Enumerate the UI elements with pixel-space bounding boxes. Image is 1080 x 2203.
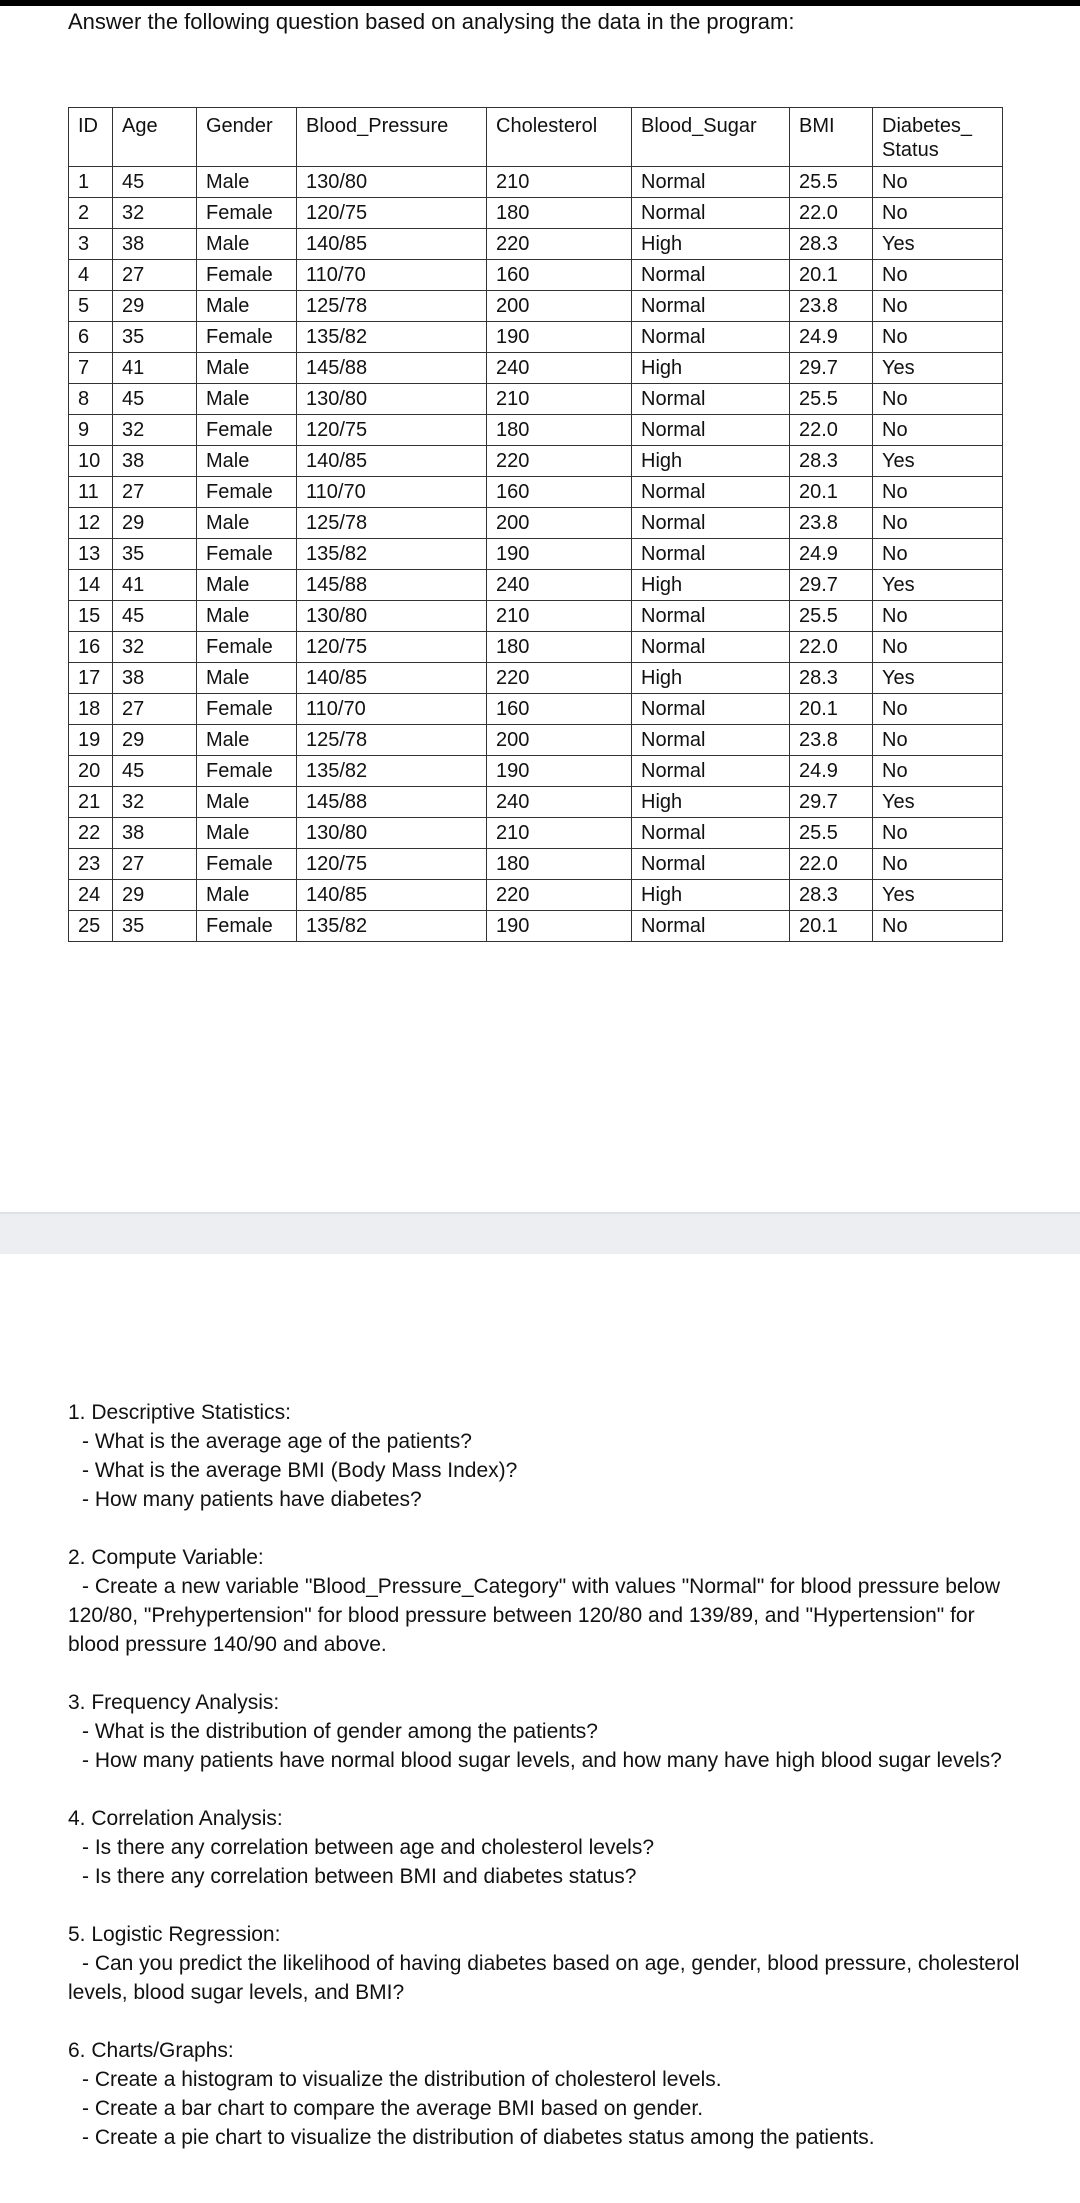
cell-age: 29	[113, 508, 197, 539]
question-item: - What is the average BMI (Body Mass Index)?	[82, 1459, 518, 1482]
cell-age: 35	[113, 539, 197, 570]
cell-blood-pressure: 120/75	[297, 849, 487, 880]
cell-cholesterol: 220	[487, 663, 632, 694]
question-item: - How many patients have diabetes?	[82, 1488, 422, 1511]
cell-gender: Male	[197, 229, 297, 260]
cell-blood-pressure: 110/70	[297, 260, 487, 291]
table-row	[69, 446, 1003, 477]
cell-age: 27	[113, 849, 197, 880]
cell-blood-pressure: 135/82	[297, 756, 487, 787]
cell-gender: Male	[197, 508, 297, 539]
data-table-container	[68, 107, 1003, 942]
cell-gender: Female	[197, 260, 297, 291]
cell-cholesterol: 200	[487, 508, 632, 539]
cell-id: 13	[69, 539, 113, 570]
cell-age: 29	[113, 725, 197, 756]
cell-cholesterol: 240	[487, 353, 632, 384]
cell-cholesterol: 210	[487, 601, 632, 632]
table-row	[69, 849, 1003, 880]
cell-bmi: 28.3	[790, 229, 873, 260]
cell-id: 6	[69, 322, 113, 353]
cell-age: 27	[113, 694, 197, 725]
cell-diabetes-status: No	[873, 508, 1003, 539]
cell-diabetes-status: Yes	[873, 353, 1003, 384]
cell-bmi: 22.0	[790, 415, 873, 446]
cell-id: 12	[69, 508, 113, 539]
cell-cholesterol: 180	[487, 632, 632, 663]
cell-diabetes-status: No	[873, 601, 1003, 632]
cell-id: 3	[69, 229, 113, 260]
cell-gender: Male	[197, 601, 297, 632]
cell-age: 45	[113, 384, 197, 415]
cell-bmi: 23.8	[790, 291, 873, 322]
cell-blood-pressure: 140/85	[297, 663, 487, 694]
cell-id: 4	[69, 260, 113, 291]
question-item: - How many patients have normal blood sugar levels, and how many have high blood sugar levels?	[82, 1749, 1002, 1772]
cell-diabetes-status: No	[873, 849, 1003, 880]
question-block	[68, 1920, 1028, 2007]
cell-bmi: 24.9	[790, 539, 873, 570]
cell-blood-pressure: 140/85	[297, 446, 487, 477]
question-title: 1. Descriptive Statistics:	[68, 1401, 291, 1424]
cell-age: 38	[113, 663, 197, 694]
cell-gender: Male	[197, 725, 297, 756]
cell-blood-sugar: Normal	[632, 818, 790, 849]
question-item: - Create a bar chart to compare the average BMI based on gender.	[82, 2097, 704, 2120]
question-item: - Create a new variable "Blood_Pressure_Category" with values "Normal" for blood pressure below 120/80, "Prehypertension" for blood pressure between 120/80 and 139/89, and "Hypertension" for blood pressure 140/90 and above.	[68, 1575, 1001, 1656]
cell-id: 25	[69, 911, 113, 942]
cell-blood-sugar: Normal	[632, 632, 790, 663]
cell-id: 18	[69, 694, 113, 725]
cell-blood-sugar: Normal	[632, 508, 790, 539]
table-row	[69, 508, 1003, 539]
header-blood-pressure: Blood_Pressure	[297, 108, 487, 167]
cell-bmi: 25.5	[790, 384, 873, 415]
cell-blood-pressure: 130/80	[297, 384, 487, 415]
cell-cholesterol: 180	[487, 849, 632, 880]
patient-data-table	[68, 107, 1003, 942]
table-row	[69, 787, 1003, 818]
cell-gender: Female	[197, 539, 297, 570]
cell-gender: Male	[197, 291, 297, 322]
cell-diabetes-status: Yes	[873, 446, 1003, 477]
cell-cholesterol: 240	[487, 570, 632, 601]
table-row	[69, 322, 1003, 353]
question-item: - What is the distribution of gender among the patients?	[82, 1720, 598, 1743]
cell-blood-pressure: 135/82	[297, 539, 487, 570]
cell-blood-sugar: Normal	[632, 756, 790, 787]
cell-diabetes-status: No	[873, 632, 1003, 663]
table-row	[69, 880, 1003, 911]
cell-blood-sugar: Normal	[632, 539, 790, 570]
cell-gender: Male	[197, 384, 297, 415]
cell-cholesterol: 210	[487, 167, 632, 198]
cell-blood-pressure: 145/88	[297, 787, 487, 818]
cell-id: 21	[69, 787, 113, 818]
cell-id: 17	[69, 663, 113, 694]
cell-gender: Female	[197, 415, 297, 446]
table-row	[69, 601, 1003, 632]
cell-bmi: 23.8	[790, 725, 873, 756]
table-row	[69, 725, 1003, 756]
cell-cholesterol: 190	[487, 756, 632, 787]
cell-diabetes-status: No	[873, 818, 1003, 849]
cell-cholesterol: 180	[487, 198, 632, 229]
cell-id: 23	[69, 849, 113, 880]
cell-blood-sugar: High	[632, 353, 790, 384]
cell-cholesterol: 200	[487, 291, 632, 322]
cell-cholesterol: 190	[487, 911, 632, 942]
cell-age: 35	[113, 322, 197, 353]
header-diabetes-line1: Diabetes_	[882, 115, 973, 137]
cell-blood-sugar: Normal	[632, 415, 790, 446]
cell-id: 10	[69, 446, 113, 477]
cell-diabetes-status: No	[873, 694, 1003, 725]
cell-gender: Male	[197, 167, 297, 198]
cell-id: 19	[69, 725, 113, 756]
question-block	[68, 1688, 1028, 1775]
cell-bmi: 29.7	[790, 570, 873, 601]
cell-age: 45	[113, 756, 197, 787]
header-diabetes-line2: Status	[882, 139, 939, 161]
cell-bmi: 28.3	[790, 663, 873, 694]
cell-bmi: 20.1	[790, 477, 873, 508]
question-block	[68, 1804, 1028, 1891]
cell-bmi: 25.5	[790, 818, 873, 849]
cell-blood-pressure: 130/80	[297, 601, 487, 632]
cell-cholesterol: 200	[487, 725, 632, 756]
cell-id: 20	[69, 756, 113, 787]
cell-cholesterol: 240	[487, 787, 632, 818]
cell-diabetes-status: No	[873, 322, 1003, 353]
cell-id: 14	[69, 570, 113, 601]
cell-diabetes-status: No	[873, 539, 1003, 570]
table-row	[69, 477, 1003, 508]
cell-cholesterol: 160	[487, 694, 632, 725]
cell-blood-pressure: 130/80	[297, 167, 487, 198]
top-edge-bar	[0, 0, 1080, 6]
table-row	[69, 570, 1003, 601]
cell-blood-sugar: High	[632, 229, 790, 260]
cell-age: 41	[113, 353, 197, 384]
cell-blood-sugar: Normal	[632, 725, 790, 756]
table-row	[69, 818, 1003, 849]
page-separator	[0, 1212, 1080, 1254]
cell-bmi: 25.5	[790, 601, 873, 632]
cell-gender: Female	[197, 477, 297, 508]
cell-diabetes-status: No	[873, 384, 1003, 415]
cell-diabetes-status: Yes	[873, 229, 1003, 260]
cell-age: 41	[113, 570, 197, 601]
cell-cholesterol: 210	[487, 818, 632, 849]
cell-blood-sugar: High	[632, 570, 790, 601]
cell-id: 22	[69, 818, 113, 849]
cell-diabetes-status: No	[873, 167, 1003, 198]
cell-bmi: 29.7	[790, 353, 873, 384]
cell-blood-sugar: High	[632, 787, 790, 818]
cell-blood-pressure: 140/85	[297, 880, 487, 911]
table-row	[69, 911, 1003, 942]
cell-blood-pressure: 125/78	[297, 291, 487, 322]
cell-gender: Female	[197, 849, 297, 880]
header-cholesterol: Cholesterol	[487, 108, 632, 167]
cell-diabetes-status: No	[873, 291, 1003, 322]
cell-gender: Male	[197, 663, 297, 694]
cell-blood-sugar: High	[632, 663, 790, 694]
cell-cholesterol: 220	[487, 880, 632, 911]
cell-bmi: 22.0	[790, 849, 873, 880]
cell-blood-pressure: 110/70	[297, 477, 487, 508]
cell-cholesterol: 160	[487, 477, 632, 508]
cell-diabetes-status: No	[873, 198, 1003, 229]
header-gender: Gender	[197, 108, 297, 167]
question-item: - Is there any correlation between age and cholesterol levels?	[82, 1836, 655, 1859]
question-block	[68, 1543, 1028, 1659]
cell-gender: Female	[197, 756, 297, 787]
cell-gender: Female	[197, 911, 297, 942]
cell-gender: Female	[197, 632, 297, 663]
table-row	[69, 384, 1003, 415]
table-row	[69, 198, 1003, 229]
cell-age: 32	[113, 198, 197, 229]
question-block	[68, 2036, 1028, 2152]
cell-bmi: 24.9	[790, 756, 873, 787]
cell-diabetes-status: Yes	[873, 663, 1003, 694]
cell-diabetes-status: No	[873, 725, 1003, 756]
cell-gender: Male	[197, 570, 297, 601]
cell-age: 38	[113, 229, 197, 260]
cell-gender: Female	[197, 322, 297, 353]
table-row	[69, 663, 1003, 694]
cell-id: 1	[69, 167, 113, 198]
question-title: 4. Correlation Analysis:	[68, 1807, 283, 1830]
cell-gender: Male	[197, 446, 297, 477]
cell-diabetes-status: No	[873, 756, 1003, 787]
cell-gender: Male	[197, 787, 297, 818]
cell-blood-pressure: 120/75	[297, 198, 487, 229]
table-row	[69, 694, 1003, 725]
cell-bmi: 20.1	[790, 260, 873, 291]
cell-gender: Male	[197, 353, 297, 384]
cell-id: 24	[69, 880, 113, 911]
cell-id: 7	[69, 353, 113, 384]
cell-diabetes-status: No	[873, 911, 1003, 942]
questions-section	[68, 1398, 1028, 2181]
cell-cholesterol: 220	[487, 446, 632, 477]
header-age: Age	[113, 108, 197, 167]
cell-blood-pressure: 130/80	[297, 818, 487, 849]
cell-bmi: 28.3	[790, 446, 873, 477]
cell-id: 16	[69, 632, 113, 663]
cell-age: 35	[113, 911, 197, 942]
cell-blood-sugar: Normal	[632, 291, 790, 322]
table-row	[69, 229, 1003, 260]
cell-bmi: 29.7	[790, 787, 873, 818]
cell-blood-sugar: Normal	[632, 694, 790, 725]
cell-blood-sugar: Normal	[632, 260, 790, 291]
cell-blood-pressure: 135/82	[297, 322, 487, 353]
cell-cholesterol: 210	[487, 384, 632, 415]
cell-age: 38	[113, 818, 197, 849]
cell-diabetes-status: Yes	[873, 570, 1003, 601]
cell-blood-sugar: Normal	[632, 167, 790, 198]
cell-bmi: 22.0	[790, 632, 873, 663]
header-id: ID	[69, 108, 113, 167]
cell-bmi: 25.5	[790, 167, 873, 198]
table-row	[69, 756, 1003, 787]
cell-gender: Male	[197, 818, 297, 849]
table-row	[69, 353, 1003, 384]
cell-cholesterol: 190	[487, 539, 632, 570]
cell-diabetes-status: Yes	[873, 787, 1003, 818]
cell-bmi: 20.1	[790, 911, 873, 942]
cell-bmi: 20.1	[790, 694, 873, 725]
table-row	[69, 539, 1003, 570]
cell-age: 32	[113, 787, 197, 818]
cell-blood-sugar: Normal	[632, 601, 790, 632]
cell-blood-pressure: 120/75	[297, 632, 487, 663]
table-row	[69, 632, 1003, 663]
cell-blood-sugar: High	[632, 880, 790, 911]
header-blood-sugar: Blood_Sugar	[632, 108, 790, 167]
question-block	[68, 1398, 1028, 1514]
cell-blood-sugar: Normal	[632, 849, 790, 880]
table-row	[69, 415, 1003, 446]
cell-age: 45	[113, 601, 197, 632]
cell-id: 2	[69, 198, 113, 229]
cell-age: 27	[113, 260, 197, 291]
cell-blood-pressure: 110/70	[297, 694, 487, 725]
cell-gender: Female	[197, 694, 297, 725]
cell-age: 32	[113, 632, 197, 663]
cell-cholesterol: 160	[487, 260, 632, 291]
cell-blood-pressure: 145/88	[297, 570, 487, 601]
question-item: - Create a histogram to visualize the distribution of cholesterol levels.	[82, 2068, 722, 2091]
cell-blood-sugar: Normal	[632, 477, 790, 508]
cell-cholesterol: 180	[487, 415, 632, 446]
cell-bmi: 24.9	[790, 322, 873, 353]
cell-bmi: 28.3	[790, 880, 873, 911]
cell-age: 29	[113, 880, 197, 911]
table-row	[69, 167, 1003, 198]
cell-blood-sugar: Normal	[632, 911, 790, 942]
cell-age: 38	[113, 446, 197, 477]
question-item: - Can you predict the likelihood of having diabetes based on age, gender, blood pressure, cholesterol levels, blood sugar levels, and BMI?	[68, 1952, 1020, 2004]
cell-blood-sugar: Normal	[632, 322, 790, 353]
cell-diabetes-status: No	[873, 477, 1003, 508]
cell-age: 32	[113, 415, 197, 446]
cell-diabetes-status: No	[873, 415, 1003, 446]
cell-bmi: 23.8	[790, 508, 873, 539]
cell-blood-pressure: 140/85	[297, 229, 487, 260]
cell-diabetes-status: No	[873, 260, 1003, 291]
cell-blood-sugar: Normal	[632, 384, 790, 415]
intro-text: Answer the following question based on analysing the data in the program:	[68, 9, 795, 34]
cell-age: 27	[113, 477, 197, 508]
cell-cholesterol: 220	[487, 229, 632, 260]
cell-bmi: 22.0	[790, 198, 873, 229]
table-body	[69, 167, 1003, 942]
cell-blood-pressure: 120/75	[297, 415, 487, 446]
question-title: 6. Charts/Graphs:	[68, 2039, 234, 2062]
header-diabetes-status	[873, 108, 1003, 167]
cell-gender: Female	[197, 198, 297, 229]
cell-age: 29	[113, 291, 197, 322]
question-item: - Is there any correlation between BMI and diabetes status?	[82, 1865, 637, 1888]
question-item: - What is the average age of the patients?	[82, 1430, 472, 1453]
cell-id: 8	[69, 384, 113, 415]
cell-blood-pressure: 125/78	[297, 508, 487, 539]
cell-age: 45	[113, 167, 197, 198]
cell-blood-sugar: Normal	[632, 198, 790, 229]
cell-id: 5	[69, 291, 113, 322]
cell-diabetes-status: Yes	[873, 880, 1003, 911]
question-item: - Create a pie chart to visualize the distribution of diabetes status among the patients.	[82, 2126, 875, 2149]
cell-cholesterol: 190	[487, 322, 632, 353]
cell-id: 11	[69, 477, 113, 508]
cell-blood-sugar: High	[632, 446, 790, 477]
question-title: 3. Frequency Analysis:	[68, 1691, 280, 1714]
table-row	[69, 260, 1003, 291]
question-title: 2. Compute Variable:	[68, 1546, 264, 1569]
header-bmi: BMI	[790, 108, 873, 167]
table-header-row	[69, 108, 1003, 167]
cell-blood-pressure: 135/82	[297, 911, 487, 942]
cell-blood-pressure: 145/88	[297, 353, 487, 384]
cell-gender: Male	[197, 880, 297, 911]
cell-id: 9	[69, 415, 113, 446]
question-title: 5. Logistic Regression:	[68, 1923, 281, 1946]
cell-blood-pressure: 125/78	[297, 725, 487, 756]
table-row	[69, 291, 1003, 322]
cell-id: 15	[69, 601, 113, 632]
